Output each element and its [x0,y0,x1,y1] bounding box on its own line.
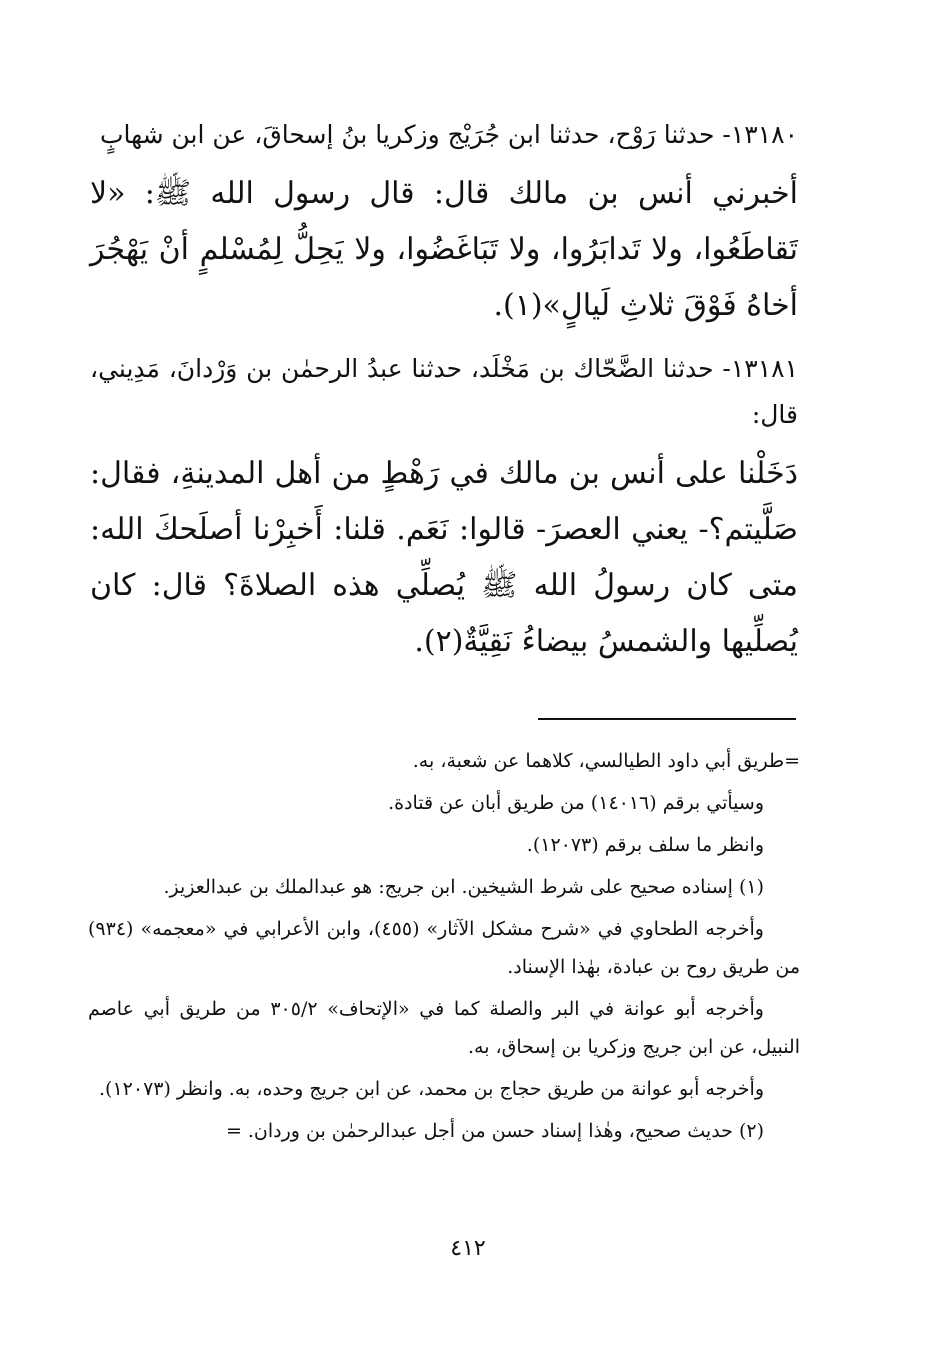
page-number: ٤١٢ [450,1236,486,1261]
footnotes [88,742,800,1154]
footnote-continuation-line: وسيأتي برقم (١٤٠١٦) من طريق أبان عن قتادة. [388,792,764,814]
hadith-13180-matn: أخبرني أنس بن مالك قال: قال رسول الله ﷺ: «لا تَقاطَعُوا، ولا تَدابَرُوا، ولا تَبَاغَضُوا، ولا يَحِلُّ لِمُسْلمٍ أنْ يَهْجُرَ أخاهُ فَوْقَ ثلاثِ لَيالٍ»(١). [90,176,798,323]
hadith-13181-isnad: ١٣١٨١- حدثنا الضَّحّاك بن مَخْلَد، حدثنا عبدُ الرحمٰن بن وَرْدانَ، مَدِيني، قال: [90,354,798,429]
footnote-continuation-line: =طريق أبي داود الطيالسي، كلاهما عن شعبة، به. [412,750,800,772]
hadith-13180-isnad: ١٣١٨٠- حدثنا رَوْح، حدثنا ابن جُرَيْج وزكريا بنُ إسحاقَ، عن ابن شهابٍ [99,120,798,149]
footnote-separator [538,718,796,720]
footnote-1: (١) إسناده صحيح على شرط الشيخين. ابن جريج: هو عبدالملك بن عبدالعزيز. [163,876,764,898]
footnote-1-paragraph: وأخرجه أبو عوانة من طريق حجاج بن محمد، عن ابن جريج وحده، به. وانظر (١٢٠٧٣). [99,1078,764,1100]
footnote-continuation-line: وانظر ما سلف برقم (١٢٠٧٣). [526,834,764,856]
footnote-1-paragraph: وأخرجه أبو عوانة في البر والصلة كما في «الإتحاف» ٣٠٥/٢ من طريق أبي عاصم النبيل، عن ابن جريج وزكريا بن إسحاق، به. [88,998,800,1058]
footnote-1-paragraph: وأخرجه الطحاوي في «شرح مشكل الآثار» (٤٥٥)، وابن الأعرابي في «معجمه» (٩٣٤) من طريق روح بن عبادة، بهٰذا الإسناد. [88,918,800,978]
main-text [90,112,798,682]
footnote-2: (٢) حديث صحيح، وهٰذا إسناد حسن من أجل عبدالرحمٰن بن وردان. = [225,1120,764,1142]
hadith-13181-matn: دَخَلْنا على أنس بن مالك في رَهْطٍ من أهل المدينةِ، فقال: صَلَّيتم؟- يعني العصرَ- قالوا: نَعَم. قلنا: أَخبِرْنا أصلَحكَ الله: متى كان رسولُ الله ﷺ يُصلِّي هذه الصلاةَ؟ قال: كان يُصلِّيها والشمسُ بيضاءُ نَقِيَّةٌ(٢). [90,456,798,659]
